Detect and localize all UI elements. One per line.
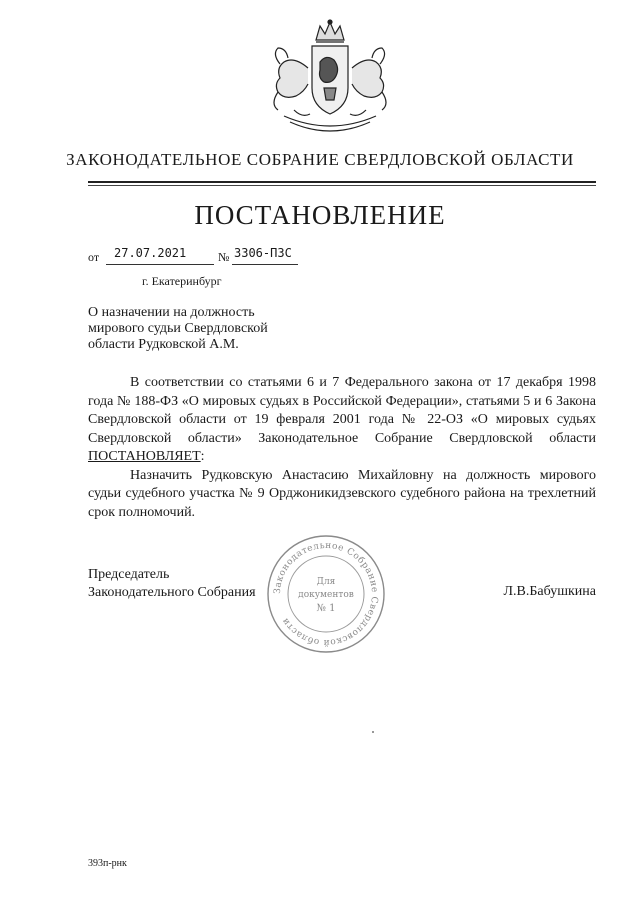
signatory-name: Л.В.Бабушкина [503,584,596,599]
resolution-keyword: ПОСТАНОВЛЯЕТ [88,449,201,464]
header-rule-thin [88,185,596,186]
official-stamp [264,532,388,656]
document-subject [88,305,348,353]
preamble-text: В соответствии со статьями 6 и 7 Федерального закона от 17 декабря 1998 года № 188-ФЗ «О мировых судьях в Российской Федерации», статьями 5 и 6 Закона Свердловской области от 19 февраля 2001 года № 22-ОЗ «О мировых судьях Свердловской области» Законодательное Собрание Свердловской области [88,375,596,446]
scan-speck [372,731,374,733]
document-body [88,374,596,522]
coat-of-arms-emblem [250,18,410,140]
position-line: Законодательного Собрания [88,585,256,600]
document-date: 27.07.2021 [114,246,187,260]
subject-line: О назначении на должность [88,305,255,320]
stamp-center-text: Для [316,577,336,587]
stamp-center-text: № 1 [316,603,336,614]
resolution-paragraph: Назначить Рудковскую Анастасию Михайловну на должность мирового судьи судебного участка № 9 Орджоникидзевского судебного района на трехлетний срок полномочий. [88,467,596,520]
document-number: 3306-ПЗС [234,246,292,260]
position-line: Председатель [88,567,170,582]
number-underline [232,264,298,265]
footer-code: 393п-рнк [88,858,127,869]
preamble-colon: : [200,449,205,464]
subject-line: мирового судьи Свердловской [88,321,268,336]
organization-name: ЗАКОНОДАТЕЛЬНОЕ СОБРАНИЕ СВЕРДЛОВСКОЙ ОБЛАСТИ [66,150,574,169]
stamp-center-text: документов [298,590,354,600]
preamble-paragraph [88,374,596,467]
city: г. Екатеринбург [142,274,222,288]
signatory-position [88,566,256,602]
number-prefix: № [218,250,230,264]
date-prefix: от [88,250,100,264]
header-rule [88,181,596,183]
document-title: ПОСТАНОВЛЕНИЕ [194,200,446,230]
date-underline [106,264,214,265]
stamp-ring-text: Законодательное Собрание Свердловской области [272,540,380,648]
subject-line: области Рудковской А.М. [88,337,239,352]
